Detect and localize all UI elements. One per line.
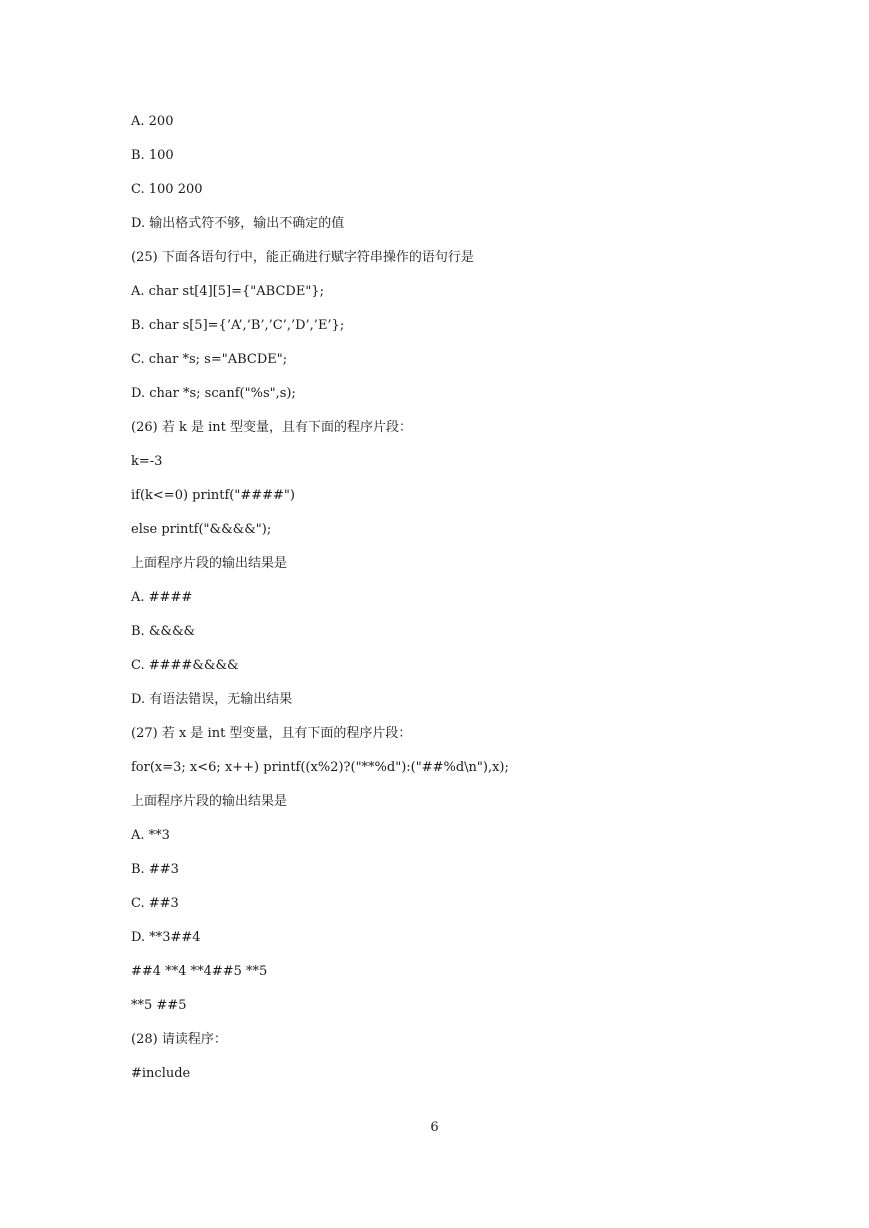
option-d-q27: D. **3##4	[131, 930, 201, 945]
option-d-q24: D. 输出格式符不够，输出不确定的值	[131, 216, 345, 231]
option-continuation-2: **5 ##5	[131, 998, 187, 1013]
option-a-q24: A. 200	[131, 114, 174, 129]
question-25: (25) 下面各语句行中，能正确进行赋字符串操作的语句行是	[131, 250, 474, 265]
question-26: (26) 若 k 是 int 型变量，且有下面的程序片段：	[131, 420, 412, 435]
option-c-q26: C. ####&&&&	[131, 658, 239, 673]
option-continuation-1: ##4 **4 **4##5 **5	[131, 964, 268, 979]
code-line-q28-1: #include	[131, 1066, 191, 1081]
code-line-q26-3: else printf("&&&&");	[131, 522, 272, 537]
option-c-q27: C. ##3	[131, 896, 179, 911]
code-line-q26-2: if(k<=0) printf("####")	[131, 488, 295, 503]
option-b-q27: B. ##3	[131, 862, 179, 877]
option-d-q25: D. char *s; scanf("%s",s);	[131, 386, 296, 401]
option-a-q27: A. **3	[131, 828, 170, 843]
option-b-q24: B. 100	[131, 148, 174, 163]
question-28: (28) 请读程序：	[131, 1032, 227, 1047]
code-line-q26-1: k=-3	[131, 454, 163, 469]
page-number: 6	[430, 1120, 439, 1135]
code-line-q27: for(x=3; x<6; x++) printf((x%2)?("**%d"):("##%d\n"),x);	[131, 760, 509, 775]
question-27: (27) 若 x 是 int 型变量，且有下面的程序片段：	[131, 726, 412, 741]
option-b-q26: B. &&&&	[131, 624, 196, 639]
option-b-q25: B. char s[5]={’A’,’B’,’C’,’D’,’E’};	[131, 318, 345, 333]
question-27-prompt: 上面程序片段的输出结果是	[131, 794, 288, 809]
option-d-q26: D. 有语法错误，无输出结果	[131, 692, 293, 707]
option-a-q25: A. char st[4][5]={"ABCDE"};	[131, 284, 324, 299]
option-c-q25: C. char *s; s="ABCDE";	[131, 352, 288, 367]
page-content	[131, 111, 831, 1097]
option-a-q26: A. ####	[131, 590, 193, 605]
question-26-prompt: 上面程序片段的输出结果是	[131, 556, 288, 571]
option-c-q24: C. 100 200	[131, 182, 203, 197]
